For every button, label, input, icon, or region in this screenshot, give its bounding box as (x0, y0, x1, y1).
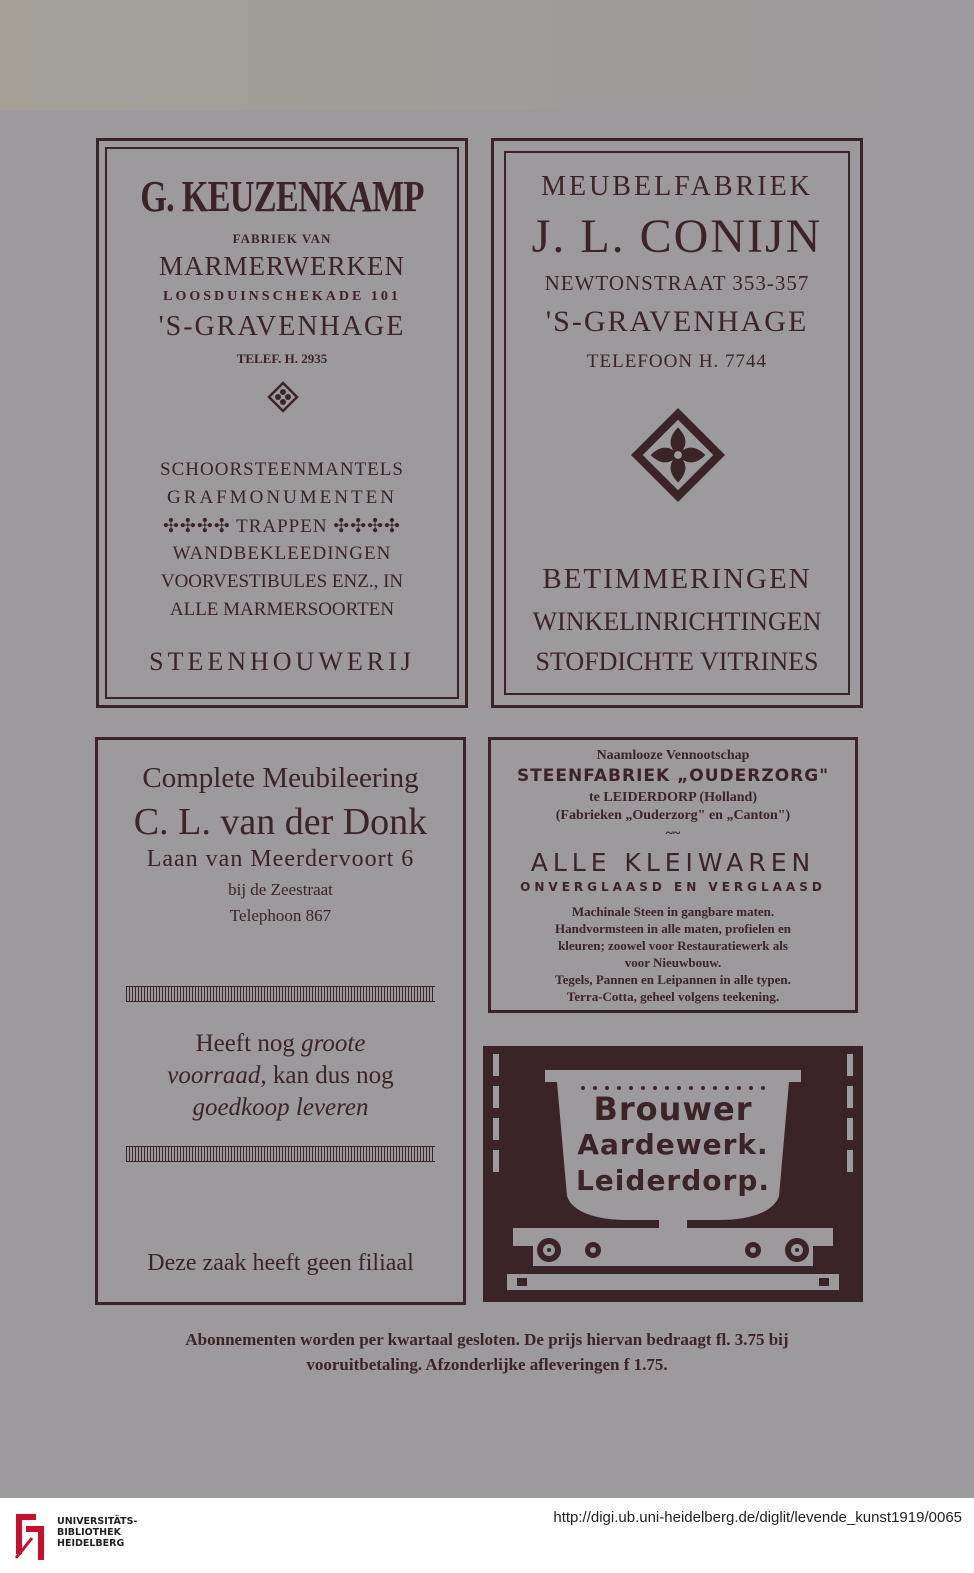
ad-title: J. L. CONIJN (531, 210, 823, 263)
description-line: voor Nieuwbouw. (624, 955, 722, 970)
ad-description (491, 904, 855, 1006)
ad-ouderzorg (488, 737, 858, 1013)
hatched-divider (126, 986, 435, 1002)
ad-phone: Telephoon 867 (229, 906, 332, 925)
description-line: Tegels, Pannen en Leipannen in alle typen. (555, 972, 791, 987)
ad-city: 'S-GRAVENHAGE (545, 305, 809, 338)
product-item: ALLE MARMERSOORTEN (169, 599, 395, 620)
ad-near: bij de Zeestraat (228, 880, 333, 899)
ad-van-der-donk (95, 737, 466, 1305)
message-text: Heeft nog (195, 1030, 302, 1057)
ad-address: Laan van Meerdervoort 6 (146, 846, 415, 872)
university-library-logo-icon (12, 1508, 48, 1562)
ad-location: te LEIDERDORP (Holland) (588, 790, 757, 805)
library-name-line: BIBLIOTHEK (57, 1527, 121, 1538)
subscription-note-line2: vooruitbetaling. Afzonderlijke afleveringen f 1.75. (306, 1355, 668, 1374)
ad-title: Brouwer (593, 1090, 753, 1128)
ad-footer: Deze zaak heeft geen filiaal (147, 1250, 414, 1276)
service-item: BETIMMERINGEN (542, 563, 812, 595)
product-list (99, 459, 465, 627)
description-line: Handvormsteen in alle maten, profielen en (555, 921, 791, 936)
ad-subtitle: Aardewerk. (577, 1128, 769, 1161)
ad-subtitle: Complete Meubileering (142, 762, 419, 794)
service-item: STOFDICHTE VITRINES (535, 647, 819, 676)
ad-subtitle: FABRIEK VAN (232, 231, 332, 246)
ad-city: 'S-GRAVENHAGE (158, 311, 406, 342)
product-item: WANDBEKLEEDINGEN (172, 543, 392, 564)
service-item: WINKELINRICHTINGEN (532, 607, 822, 636)
ad-subtitle: Naamlooze Vennootschap (596, 748, 750, 763)
ornament-icon: ~~ (665, 826, 681, 841)
message-text-italic: voorraad, (167, 1062, 267, 1089)
ad-phone: TELEF. H. 2935 (236, 351, 328, 366)
ad-title: G. KEUZENKAMP (140, 172, 424, 221)
page-discoloration (0, 0, 974, 110)
ad-message-line (98, 1062, 463, 1090)
ad-footer: STEENHOUWERIJ (149, 647, 415, 676)
subscription-note-line1: Abonnementen worden per kwartaal gesloten. De prijs hiervan bedraagt fl. 3.75 bij (185, 1330, 789, 1349)
ad-brouwer (483, 1046, 863, 1302)
ad-conijn (491, 138, 863, 708)
description-line: Machinale Steen in gangbare maten. (571, 904, 775, 919)
product-item: VOORVESTIBULES ENZ., IN (160, 571, 404, 592)
product-item: SCHOORSTEENMANTELS (160, 459, 404, 480)
ad-phone: TELEFOON H. 7744 (586, 351, 768, 372)
source-url-link[interactable]: http://digi.ub.uni-heidelberg.de/diglit/levende_kunst1919/0065 (553, 1509, 962, 1526)
ad-factories: (Fabrieken „Ouderzorg" en „Canton") (555, 808, 791, 823)
message-text: kan dus nog (266, 1062, 394, 1089)
library-name-line: UNIVERSITÄTS- (57, 1516, 138, 1527)
ad-subheading: ONVERGLAASD EN VERGLAASD (520, 880, 826, 894)
description-line: Terra-Cotta, geheel volgens teekening. (566, 989, 780, 1004)
diamond-ornament-icon (629, 406, 727, 504)
ad-location: Leiderdorp. (575, 1164, 771, 1197)
message-text-italic: groote (301, 1030, 366, 1057)
ad-message-line (98, 1030, 463, 1058)
ad-address: LOOSDUINSCHEKADE 101 (163, 289, 401, 304)
library-name (57, 1516, 137, 1549)
ad-address: NEWTONSTRAAT 353-357 (544, 271, 810, 295)
hatched-divider (126, 1146, 435, 1162)
ad-title: STEENFABRIEK „OUDERZORG" (516, 766, 830, 786)
ad-trade: MARMERWERKEN (158, 251, 405, 281)
ad-heading: ALLE KLEIWAREN (530, 848, 816, 877)
ad-keuzenkamp (96, 138, 468, 708)
product-item: ✣✣✣✣ TRAPPEN ✣✣✣✣ (163, 516, 401, 537)
ad-subtitle: MEUBELFABRIEK (541, 171, 813, 202)
product-item: GRAFMONUMENTEN (167, 487, 397, 508)
ad-title: C. L. van der Donk (133, 801, 428, 843)
library-name-line: HEIDELBERG (57, 1538, 125, 1549)
ad-message-line: goedkoop leveren (192, 1094, 369, 1121)
diamond-ornament-icon (267, 381, 299, 413)
description-line: kleuren; zoowel voor Restauratiewerk als (558, 938, 788, 953)
